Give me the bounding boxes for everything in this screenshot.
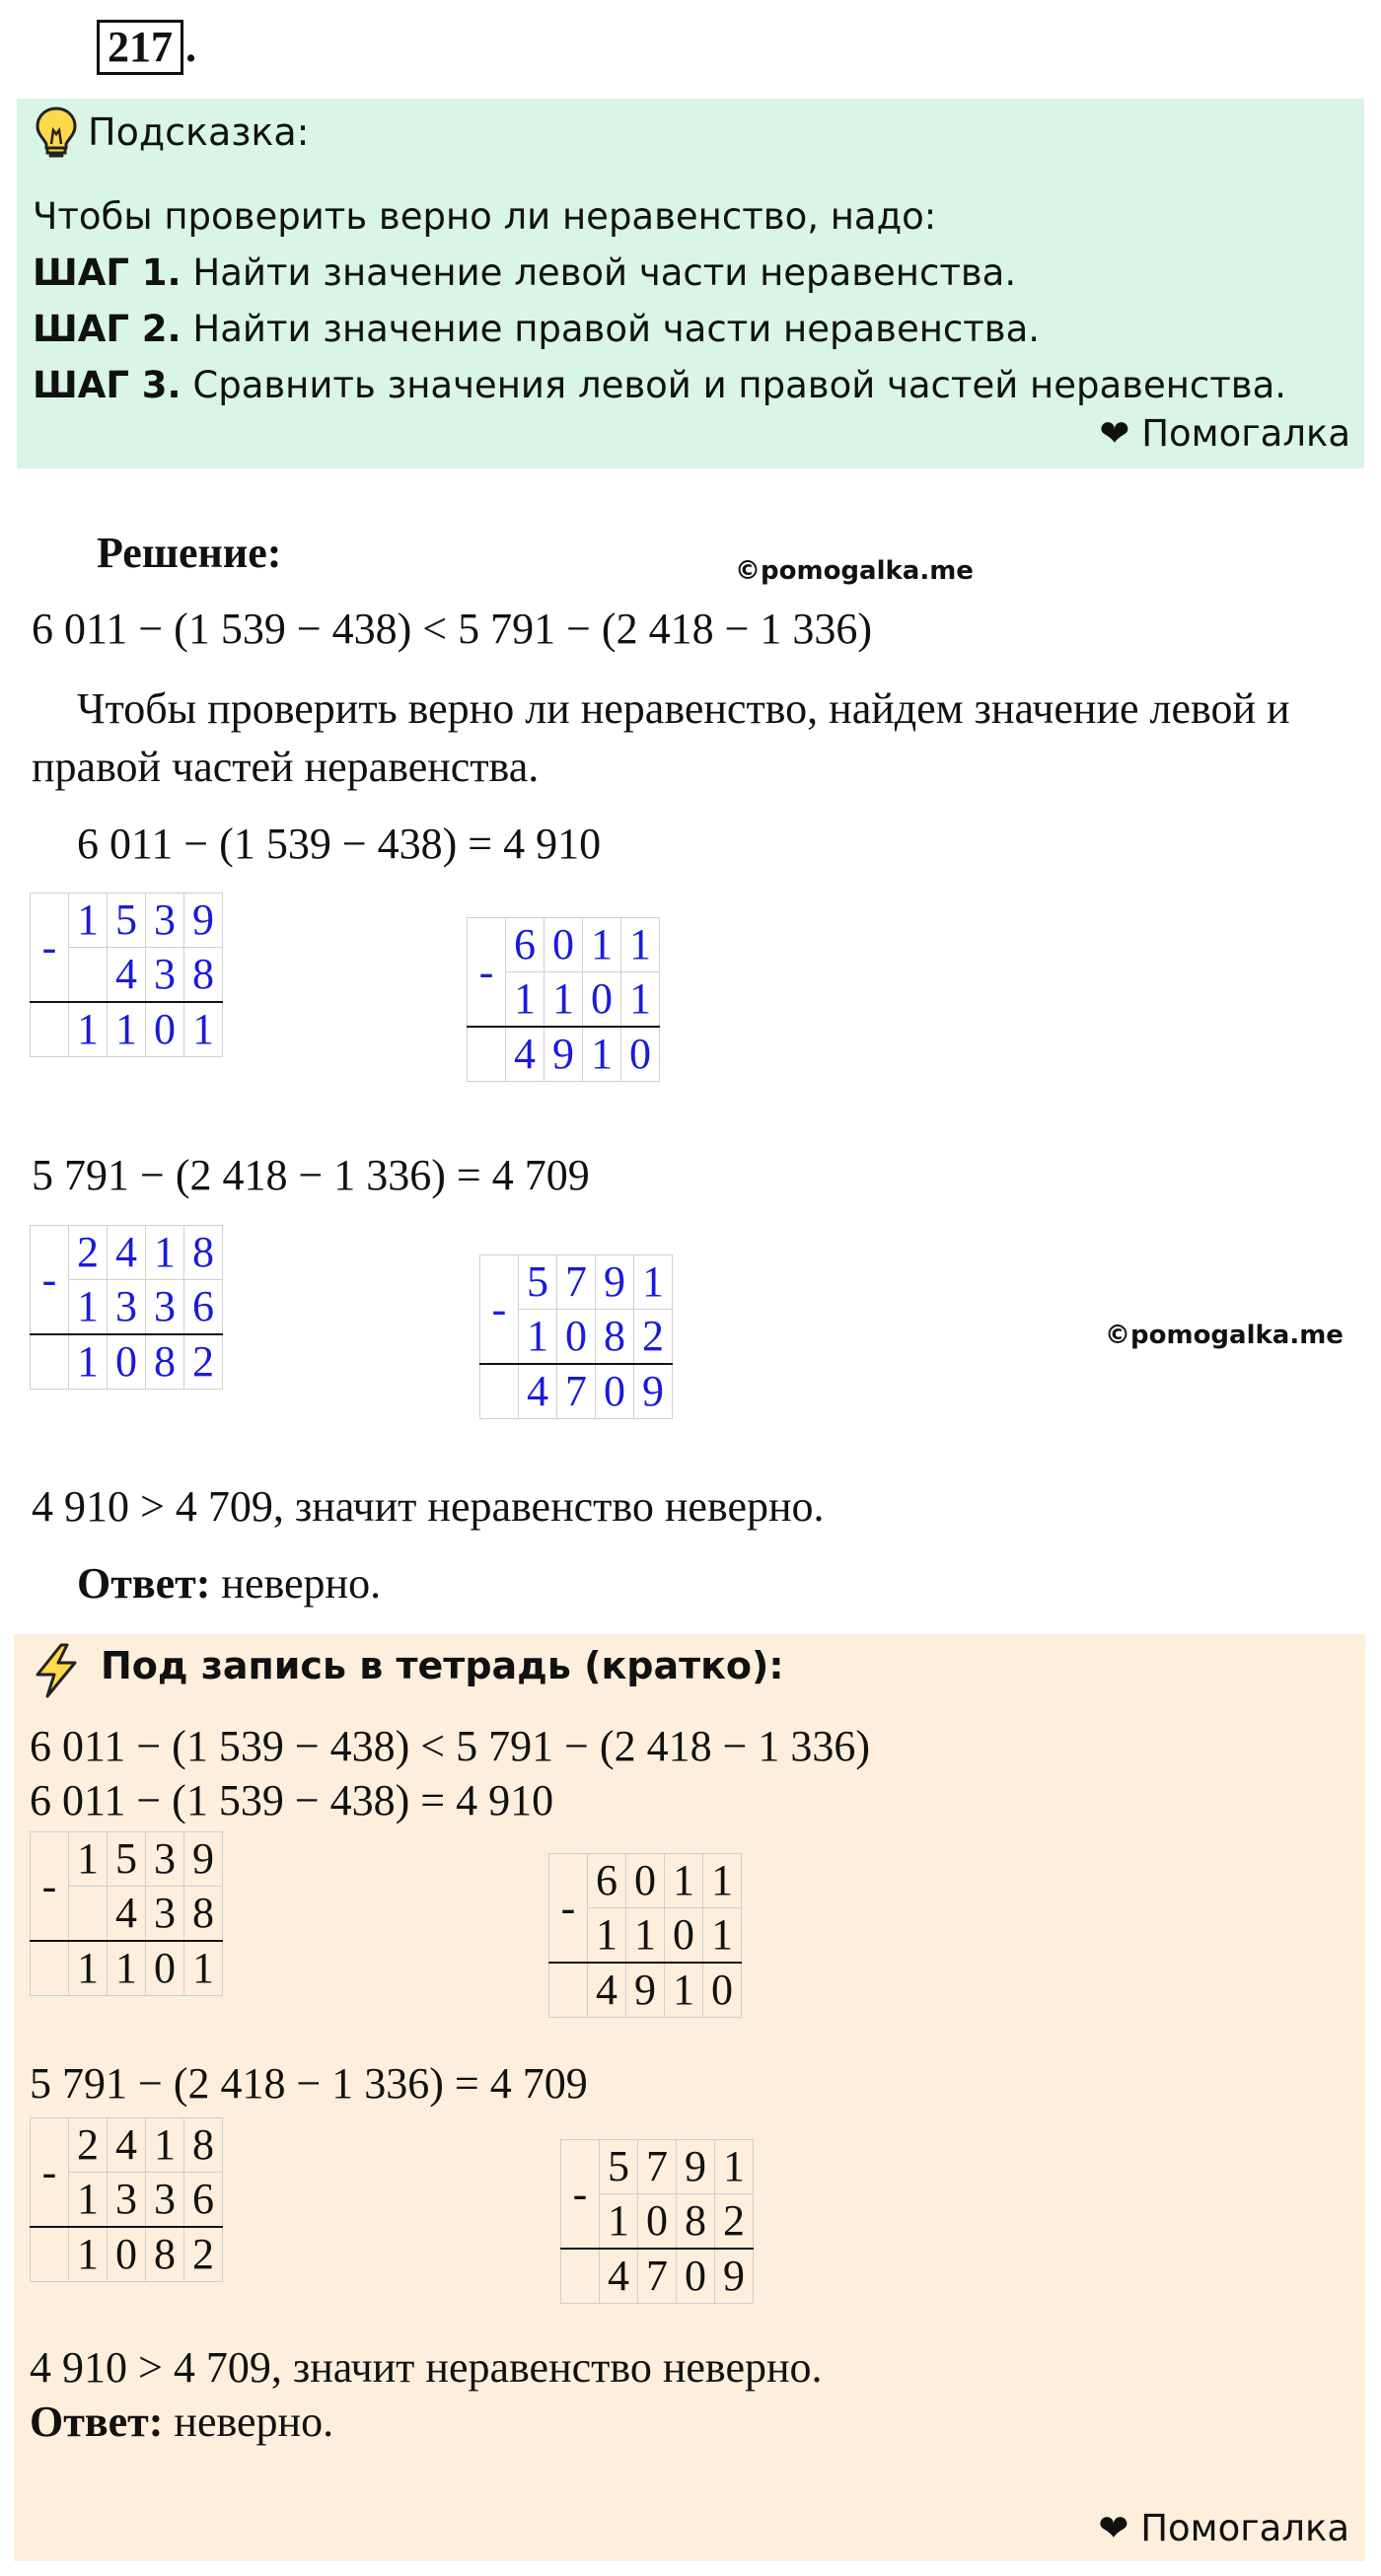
conclusion: 4 910 > 4 709, значит неравенство неверно. (32, 1482, 825, 1531)
brief-answer (30, 2397, 333, 2447)
inequality: 6 011 − (1 539 − 438) < 5 791 − (2 418 − 1 336) (32, 605, 873, 653)
digit: 9 (715, 2249, 754, 2304)
digit: 2 (184, 1334, 223, 1390)
digit: 1 (600, 2194, 638, 2250)
digit: 6 (588, 1854, 626, 1908)
digit: 3 (146, 1887, 184, 1942)
brief-conclusion: 4 910 > 4 709, значит неравенство неверно. (30, 2343, 823, 2392)
digit: 0 (638, 2194, 677, 2250)
digit: 4 (588, 1963, 626, 2018)
digit: 4 (108, 948, 146, 1003)
digit: 0 (677, 2249, 715, 2304)
digit: 7 (557, 1255, 596, 1310)
column-subtraction-2 (467, 917, 660, 1082)
hint-step-label: ШАГ 1. (33, 251, 182, 294)
hint-step-text: Найти значение левой части неравенства. (181, 251, 1017, 294)
digit (69, 1887, 108, 1942)
hint-step-label: ШАГ 3. (33, 364, 182, 406)
digit: 0 (146, 1002, 184, 1057)
lightning-icon (28, 1642, 85, 1703)
digit: 2 (634, 1310, 673, 1365)
minus-sign: - (549, 1854, 588, 1964)
digit: 1 (665, 1963, 703, 2018)
heart-icon: ❤ (1099, 412, 1130, 455)
column-subtraction-3 (30, 1225, 223, 1390)
digit: 1 (69, 1280, 108, 1335)
digit: 1 (69, 1832, 108, 1887)
brand-label: Помогалка (1141, 412, 1350, 455)
minus-sign: - (31, 894, 69, 1003)
digit: 1 (665, 1854, 703, 1908)
answer (77, 1558, 381, 1609)
explain-line-1: Чтобы проверить верно ли неравенство, найдем значение левой и (77, 684, 1290, 733)
digit: 3 (146, 2173, 184, 2228)
digit: 1 (715, 2140, 754, 2194)
digit: 8 (596, 1310, 634, 1365)
digit: 1 (545, 972, 583, 1028)
digit: 0 (545, 918, 583, 972)
digit: 6 (506, 918, 545, 972)
digit: 0 (621, 1027, 660, 1082)
digit: 9 (596, 1255, 634, 1310)
digit: 0 (583, 972, 621, 1028)
brief-column-subtraction-1 (30, 1831, 223, 1996)
digit: 4 (519, 1364, 557, 1419)
digit: 1 (69, 1334, 108, 1390)
digit: 0 (626, 1854, 665, 1908)
digit: 5 (108, 1832, 146, 1887)
digit: 1 (146, 1226, 184, 1280)
digit: 8 (146, 1334, 184, 1390)
digit: 1 (621, 972, 660, 1028)
digit: 9 (545, 1027, 583, 1082)
digit: 9 (184, 894, 223, 948)
digit: 8 (677, 2194, 715, 2250)
digit: 0 (108, 2227, 146, 2282)
digit: 2 (715, 2194, 754, 2250)
digit: 1 (506, 972, 545, 1028)
digit: 9 (626, 1963, 665, 2018)
digit: 5 (519, 1255, 557, 1310)
digit: 1 (634, 1255, 673, 1310)
digit: 0 (108, 1334, 146, 1390)
digit: 8 (184, 948, 223, 1003)
digit: 1 (69, 894, 108, 948)
explain-line-2: правой частей неравенства. (32, 743, 540, 791)
digit: 3 (108, 1280, 146, 1335)
brief-column-subtraction-4 (560, 2139, 754, 2304)
column-subtraction-4 (479, 1254, 673, 1419)
digit: 0 (665, 1908, 703, 1964)
digit: 1 (703, 1908, 742, 1964)
task-number: 217 (97, 20, 183, 75)
answer-text: неверно. (163, 2397, 334, 2446)
watermark: ©pomogalka.me (735, 556, 974, 586)
digit: 4 (506, 1027, 545, 1082)
task-number-dot: . (185, 23, 196, 71)
digit: 3 (108, 2173, 146, 2228)
brief-brand (1098, 2507, 1349, 2549)
digit: 1 (146, 2118, 184, 2173)
digit: 6 (184, 2173, 223, 2228)
digit: 1 (108, 1941, 146, 1996)
digit: 6 (184, 1280, 223, 1335)
hint-brand (1099, 412, 1350, 455)
digit: 5 (600, 2140, 638, 2194)
digit: 1 (69, 2227, 108, 2282)
digit: 2 (184, 2227, 223, 2282)
digit (69, 948, 108, 1003)
minus-sign: - (468, 918, 506, 1028)
hint-step-2 (33, 308, 1040, 350)
digit: 1 (69, 2173, 108, 2228)
minus-sign: - (31, 1226, 69, 1335)
answer-label: Ответ: (77, 1559, 211, 1608)
hint-intro: Чтобы проверить верно ли неравенство, надо: (33, 195, 937, 238)
digit: 9 (677, 2140, 715, 2194)
digit: 3 (146, 948, 184, 1003)
digit: 1 (583, 918, 621, 972)
digit: 7 (638, 2140, 677, 2194)
digit: 4 (108, 2118, 146, 2173)
brief-left-equation: 6 011 − (1 539 − 438) = 4 910 (30, 1776, 554, 1825)
digit: 0 (703, 1963, 742, 2018)
brief-inequality: 6 011 − (1 539 − 438) < 5 791 − (2 418 − 1 336) (30, 1722, 871, 1770)
digit: 8 (184, 1226, 223, 1280)
hint-step-3 (33, 364, 1286, 406)
brief-column-subtraction-3 (30, 2117, 223, 2282)
digit: 2 (69, 2118, 108, 2173)
digit: 3 (146, 1280, 184, 1335)
hint-step-text: Найти значение правой части неравенства. (181, 308, 1041, 350)
digit: 7 (557, 1364, 596, 1419)
lightbulb-icon (33, 105, 80, 164)
digit: 1 (519, 1310, 557, 1365)
digit: 1 (703, 1854, 742, 1908)
digit: 1 (69, 1941, 108, 1996)
digit: 9 (184, 1832, 223, 1887)
digit: 1 (108, 1002, 146, 1057)
digit: 3 (146, 894, 184, 948)
hint-panel (17, 99, 1364, 468)
digit: 1 (588, 1908, 626, 1964)
hint-title: Подсказка: (88, 110, 310, 154)
answer-label: Ответ: (30, 2397, 164, 2446)
digit: 7 (638, 2249, 677, 2304)
hint-step-label: ШАГ 2. (33, 308, 182, 350)
digit: 8 (184, 1887, 223, 1942)
brand-label: Помогалка (1140, 2507, 1349, 2549)
brief-right-equation: 5 791 − (2 418 − 1 336) = 4 709 (30, 2059, 588, 2108)
solution-heading: Решение: (97, 529, 282, 577)
digit: 0 (146, 1941, 184, 1996)
digit: 4 (108, 1887, 146, 1942)
digit: 1 (583, 1027, 621, 1082)
heart-icon: ❤ (1098, 2507, 1129, 2549)
minus-sign: - (480, 1255, 519, 1365)
digit: 0 (596, 1364, 634, 1419)
minus-sign: - (31, 2118, 69, 2228)
digit: 1 (626, 1908, 665, 1964)
digit: 0 (557, 1310, 596, 1365)
digit: 1 (621, 918, 660, 972)
brief-column-subtraction-2 (548, 1853, 742, 2018)
watermark: ©pomogalka.me (1105, 1321, 1344, 1350)
digit: 9 (634, 1364, 673, 1419)
hint-step-text: Сравнить значения левой и правой частей неравенства. (181, 364, 1287, 406)
brief-panel (14, 1634, 1365, 2561)
minus-sign: - (561, 2140, 600, 2250)
digit: 8 (184, 2118, 223, 2173)
digit: 1 (69, 1002, 108, 1057)
digit: 1 (184, 1941, 223, 1996)
minus-sign: - (31, 1832, 69, 1942)
hint-step-1 (33, 251, 1016, 294)
digit: 8 (146, 2227, 184, 2282)
digit: 1 (184, 1002, 223, 1057)
brief-title: Под запись в тетрадь (кратко): (101, 1644, 784, 1687)
digit: 4 (600, 2249, 638, 2304)
column-subtraction-1 (30, 893, 223, 1057)
right-equation: 5 791 − (2 418 − 1 336) = 4 709 (32, 1151, 590, 1199)
digit: 5 (108, 894, 146, 948)
digit: 2 (69, 1226, 108, 1280)
digit: 4 (108, 1226, 146, 1280)
digit: 3 (146, 1832, 184, 1887)
answer-text: неверно. (210, 1559, 382, 1608)
left-equation: 6 011 − (1 539 − 438) = 4 910 (77, 820, 602, 868)
